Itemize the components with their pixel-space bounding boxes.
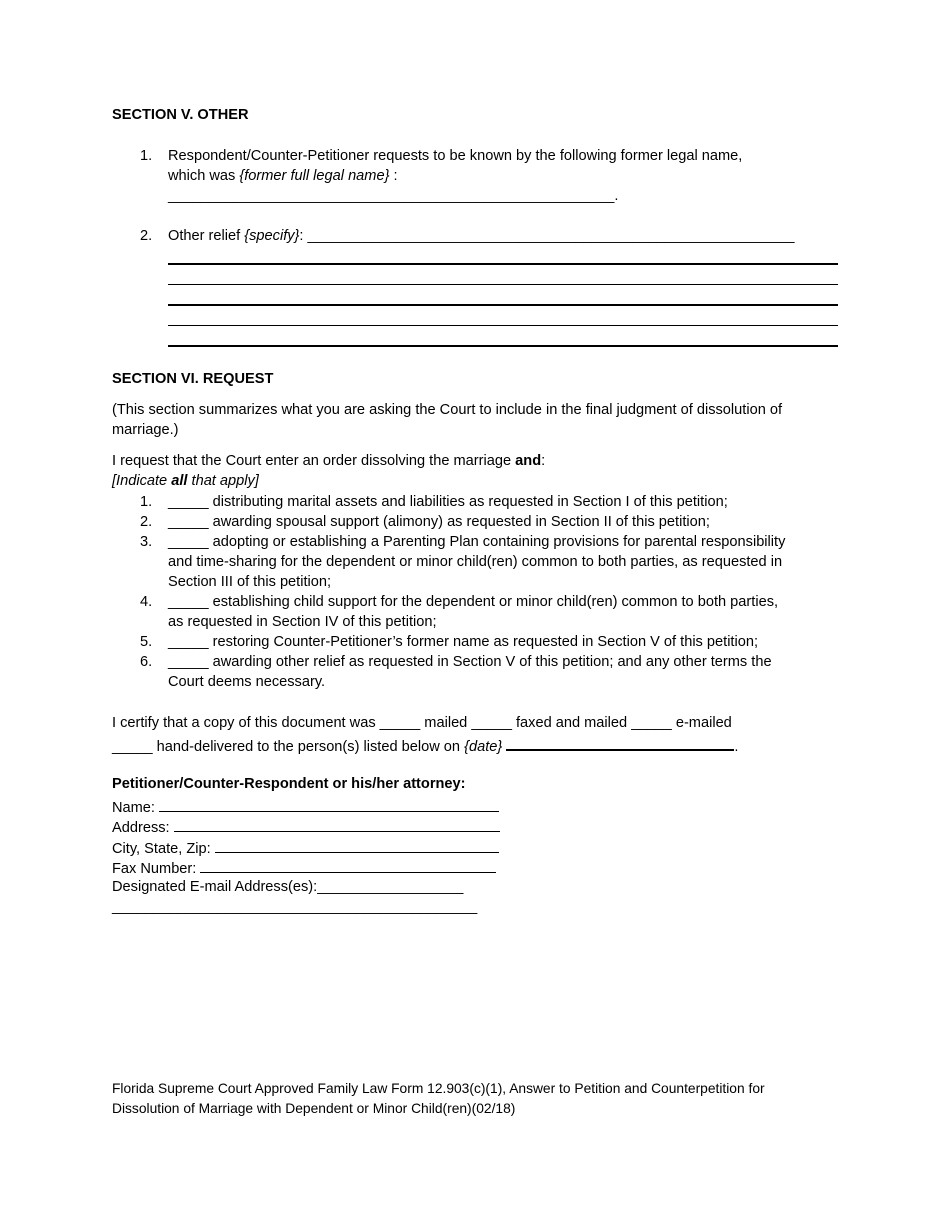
fax-number-field[interactable] <box>112 856 496 879</box>
email-field[interactable]: Designated E-mail Address(es):__________________ <box>112 879 464 895</box>
request-item-1[interactable]: _____ distributing marital assets and liabilities as requested in Section I of this petition; <box>168 494 728 510</box>
other-relief-rule[interactable] <box>168 325 838 326</box>
request-item-number: 5. <box>140 634 153 650</box>
signature-heading: Petitioner/Counter-Respondent or his/her attorney: <box>112 776 466 792</box>
request-item-number: 2. <box>140 514 153 530</box>
former-name-request-line1: Respondent/Counter-Petitioner requests to be known by the following former legal name, <box>168 148 743 164</box>
other-relief-blank[interactable]: : ____________________________________________________________ <box>299 228 795 244</box>
other-relief-rule[interactable] <box>168 304 838 306</box>
request-item-3[interactable]: _____ adopting or establishing a Parenting Plan containing provisions for parental responsibility <box>168 534 786 550</box>
request-and: and <box>515 453 542 469</box>
city-state-zip-blank[interactable] <box>215 836 499 853</box>
fax-number-blank[interactable] <box>200 856 496 873</box>
fax-number-label: Fax Number: <box>112 861 197 877</box>
request-item-5[interactable]: _____ restoring Counter-Petitioner’s former name as requested in Section V of this petition; <box>168 634 759 650</box>
indicate-all: all <box>171 473 188 489</box>
former-name-suffix: : <box>389 168 398 184</box>
indicate-instruction <box>112 471 259 491</box>
address-field[interactable] <box>112 815 500 838</box>
form-footer <box>112 1079 832 1119</box>
request-item-number: 6. <box>140 654 153 670</box>
request-item-number: 4. <box>140 594 153 610</box>
address-label: Address: <box>112 820 170 836</box>
request-item-6[interactable]: _____ awarding other relief as requested in Section V of this petition; and any other terms the <box>168 654 772 670</box>
request-item-3-line3: Section III of this petition; <box>168 574 332 590</box>
request-statement <box>112 451 545 471</box>
certify-suffix: . <box>734 739 739 755</box>
other-relief-hint: {specify} <box>244 228 300 244</box>
request-prefix: I request that the Court enter an order dissolving the marriage <box>112 453 516 469</box>
former-name-request-line2 <box>168 166 398 186</box>
request-suffix: : <box>541 453 546 469</box>
city-state-zip-label: City, State, Zip: <box>112 841 211 857</box>
section-6-summary: (This section summarizes what you are asking the Court to include in the final judgment of dissolution of marriage.) <box>112 402 783 438</box>
request-item-number: 3. <box>140 534 153 550</box>
email-extra-blank[interactable]: _____________________________________________ <box>112 899 478 915</box>
request-item-3-line2: and time-sharing for the dependent or minor child(ren) common to both parties, as requested in <box>168 554 783 570</box>
indicate-a: [Indicate <box>112 473 172 489</box>
name-label: Name: <box>112 800 155 816</box>
address-blank[interactable] <box>174 815 500 832</box>
former-name-blank[interactable]: _______________________________________________________. <box>168 188 619 204</box>
request-item-6-line2: Court deems necessary. <box>168 674 326 690</box>
section-5-heading: SECTION V. OTHER <box>112 107 249 123</box>
certify-date-hint: {date} <box>464 739 503 755</box>
other-relief-rule[interactable] <box>168 284 838 285</box>
certify-prefix: _____ hand-delivered to the person(s) listed below on <box>112 739 465 755</box>
certify-line1[interactable]: I certify that a copy of this document was _____ mailed _____ faxed and mailed _____ e-mailed <box>112 715 732 731</box>
indicate-c: that apply] <box>187 473 259 489</box>
name-blank[interactable] <box>159 795 499 812</box>
request-item-2[interactable]: _____ awarding spousal support (alimony) as requested in Section II of this petition; <box>168 514 710 530</box>
footer-line1: Florida Supreme Court Approved Family Law Form 12.903(c)(1), Answer to Petition and Counterpetition for <box>112 1081 765 1096</box>
footer-line2: Dissolution of Marriage with Dependent or Minor Child(ren)(02/18) <box>112 1101 516 1116</box>
request-item-4[interactable]: _____ establishing child support for the dependent or minor child(ren) common to both parties, <box>168 594 779 610</box>
section-6-heading: SECTION VI. REQUEST <box>112 371 274 387</box>
former-name-hint: {former full legal name} <box>239 168 390 184</box>
other-relief-line <box>168 226 795 246</box>
other-relief-prefix: Other relief <box>168 228 245 244</box>
request-item-number: 1. <box>140 494 153 510</box>
item-number: 1. <box>140 148 153 164</box>
item-number: 2. <box>140 228 153 244</box>
certify-line2[interactable] <box>112 733 738 757</box>
other-relief-rule[interactable] <box>168 263 838 265</box>
request-item-4-line2: as requested in Section IV of this petition; <box>168 614 437 630</box>
other-relief-rule[interactable] <box>168 345 838 347</box>
former-name-prefix: which was <box>168 168 240 184</box>
certify-date-blank[interactable] <box>506 733 734 751</box>
